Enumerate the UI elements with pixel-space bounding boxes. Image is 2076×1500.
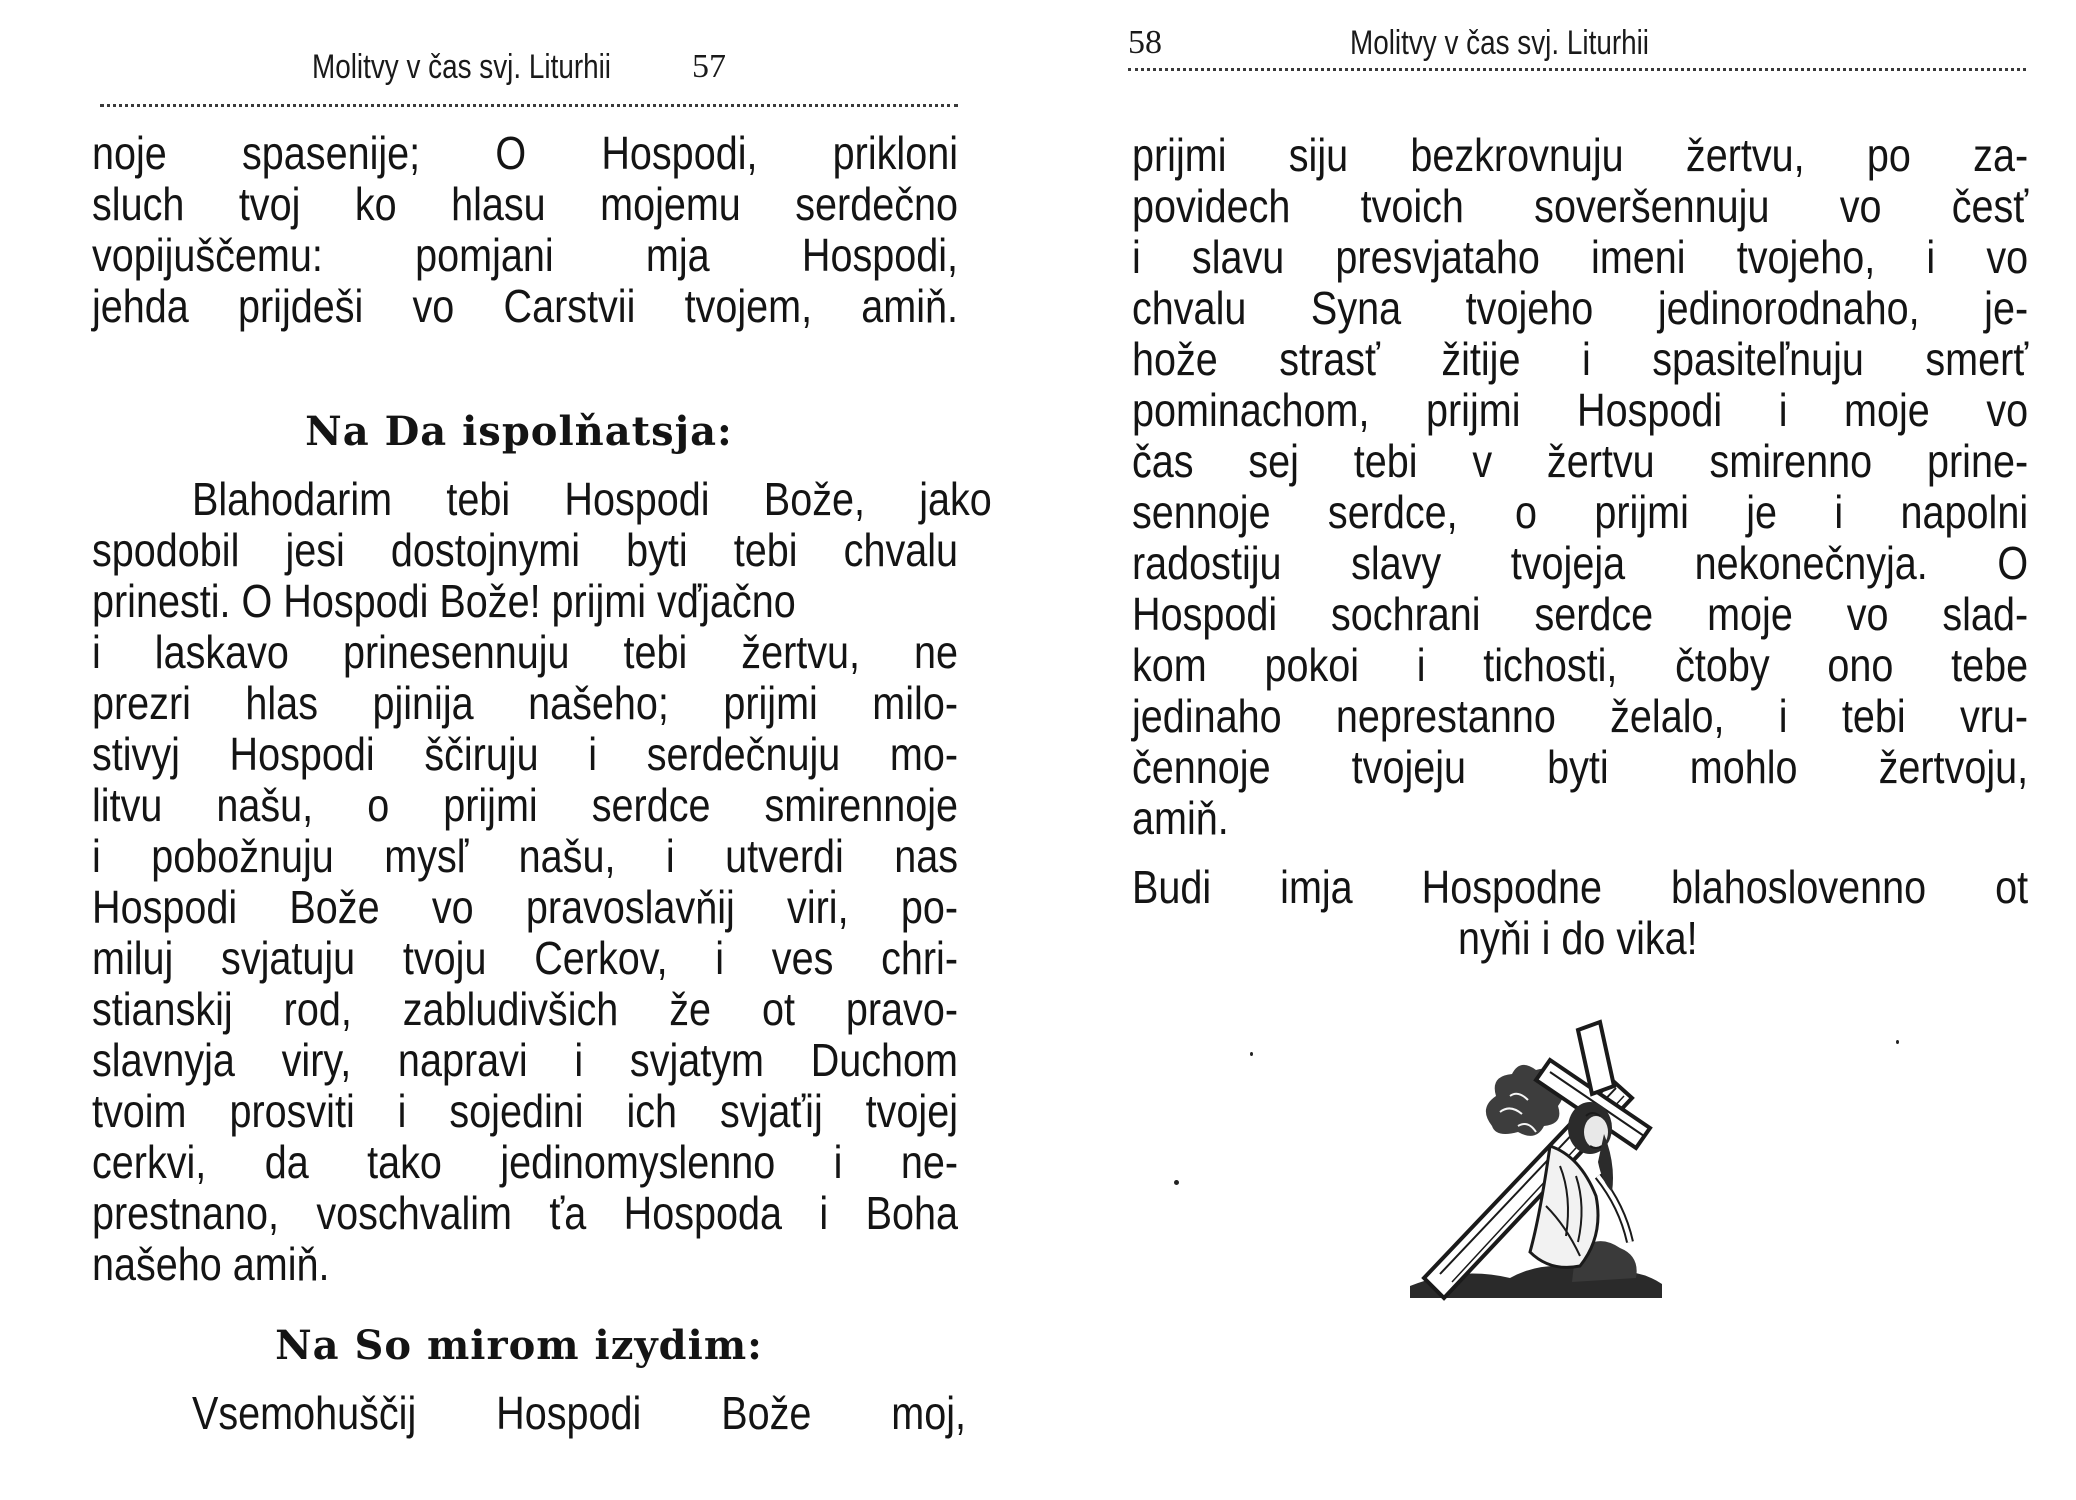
- closing-doxology: [1132, 862, 2028, 964]
- text-line: amiň.: [1132, 792, 1229, 844]
- text-line: radostiju slavy tvojeja nekonečnyja. O: [1132, 537, 2029, 589]
- text-line: prezri hlas pjinija našeho; prijmi milo-: [92, 677, 959, 729]
- text-line: čennoje tvojeju byti mohlo žertvoju,: [1132, 741, 2029, 793]
- text-line: kom pokoi i tichosti, čtoby ono tebe: [1132, 639, 2029, 691]
- print-speck: [1174, 1180, 1179, 1185]
- closing-line-2: nyňi i do vika!: [1458, 912, 1698, 964]
- left-page-number: 57: [692, 48, 726, 85]
- text-line: Hospodi Bože vo pravoslavňij viri, po-: [92, 881, 959, 933]
- text-line: cerkvi, da tako jedinomyslenno i ne-: [92, 1136, 959, 1188]
- right-running-head: [1128, 24, 2028, 72]
- section-heading-so-mirom-izydim: Na So mirom izydim:: [275, 1322, 763, 1369]
- left-prayer-2-text: [92, 1387, 966, 1439]
- text-line: prestnano, voschvalim ťa Hospoda i Boha: [92, 1187, 959, 1239]
- right-running-head-title: Molitvy v čas svj. Liturhii: [1350, 24, 1650, 62]
- text-line: sennoje serdce, o prijmi je i napolni: [1132, 486, 2029, 538]
- text-line: miluj svjatuju tvoju Cerkov, i ves chri-: [92, 932, 959, 984]
- right-prayer-text: [1132, 130, 2028, 844]
- text-line: pominachom, prijmi Hospodi i moje vo: [1132, 384, 2029, 436]
- text-line: stivyj Hospodi ščiruju i serdečnuju mo-: [92, 728, 959, 780]
- text-line: jedinaho neprestanno želalo, i tebi vru-: [1132, 690, 2029, 742]
- text-line: chvalu Syna tvojeho jedinorodnaho, je-: [1132, 282, 2029, 334]
- text-line: tvoim prosviti i sojedini ich svjaťij tvojej: [92, 1085, 959, 1137]
- text-line: stianskij rod, zabludivšich že ot pravo-: [92, 983, 959, 1035]
- text-line: Vsemohuščij Hospodi Bože moj,: [192, 1387, 966, 1439]
- text-line: sluch tvoj ko hlasu mojemu serdečno: [92, 178, 959, 230]
- left-running-head-title: Molitvy v čas svj. Liturhii: [312, 48, 612, 86]
- text-line: povidech tvoich soveršennuju vo česť: [1132, 180, 2029, 232]
- left-header-rule: [100, 104, 958, 107]
- text-line: Hospodi sochrani serdce moje vo slad-: [1132, 588, 2029, 640]
- text-line: i laskavo prinesennuju tebi žertvu, ne: [92, 626, 959, 678]
- text-line: čas sej tebi v žertvu smirenno prine-: [1132, 435, 2029, 487]
- text-line: i pobožnuju mysľ našu, i utverdi nas: [92, 830, 959, 882]
- right-header-rule: [1128, 68, 2026, 71]
- text-line: i slavu presvjataho imeni tvojeho, i vo: [1132, 231, 2029, 283]
- closing-line-1: Budi imja Hospodne blahoslovenno ot: [1132, 861, 2029, 913]
- text-line: prijmi siju bezkrovnuju žertvu, po za-: [1132, 129, 2029, 181]
- text-line: hože strasť žitije i spasiteľnuju smerť: [1132, 333, 2029, 385]
- text-line: Blahodarim tebi Hospodi Bože, jako: [192, 473, 992, 525]
- left-running-head: [90, 48, 970, 96]
- print-speck: [1896, 1040, 1899, 1044]
- text-line: spodobil jesi dostojnymi byti tebi chvalu: [92, 524, 959, 576]
- right-page-number: 58: [1128, 24, 1162, 61]
- left-prayer-1-text: [92, 473, 992, 1290]
- right-page: [1038, 0, 2076, 1500]
- christ-carrying-cross-icon: [1400, 1016, 1670, 1306]
- text-line: vopijuščemu: pomjani mja Hospodi,: [92, 229, 959, 281]
- left-continuation-text: [92, 128, 958, 332]
- text-line: noje spasenije; O Hospodi, prikloni: [92, 127, 959, 179]
- text-line: slavnyja viry, napravi i svjatym Duchom: [92, 1034, 959, 1086]
- print-speck: [1250, 1052, 1253, 1056]
- section-heading-da-ispolnatsja: Na Da ispolňatsja:: [305, 408, 733, 455]
- text-line: prinesti. O Hospodi Bože! prijmi vďjačno: [92, 575, 796, 627]
- text-line: jehda prijdeši vo Carstvii tvojem, amiň.: [92, 280, 959, 332]
- text-line: litvu našu, o prijmi serdce smirennoje: [92, 779, 959, 831]
- text-line: našeho amiň.: [92, 1238, 330, 1290]
